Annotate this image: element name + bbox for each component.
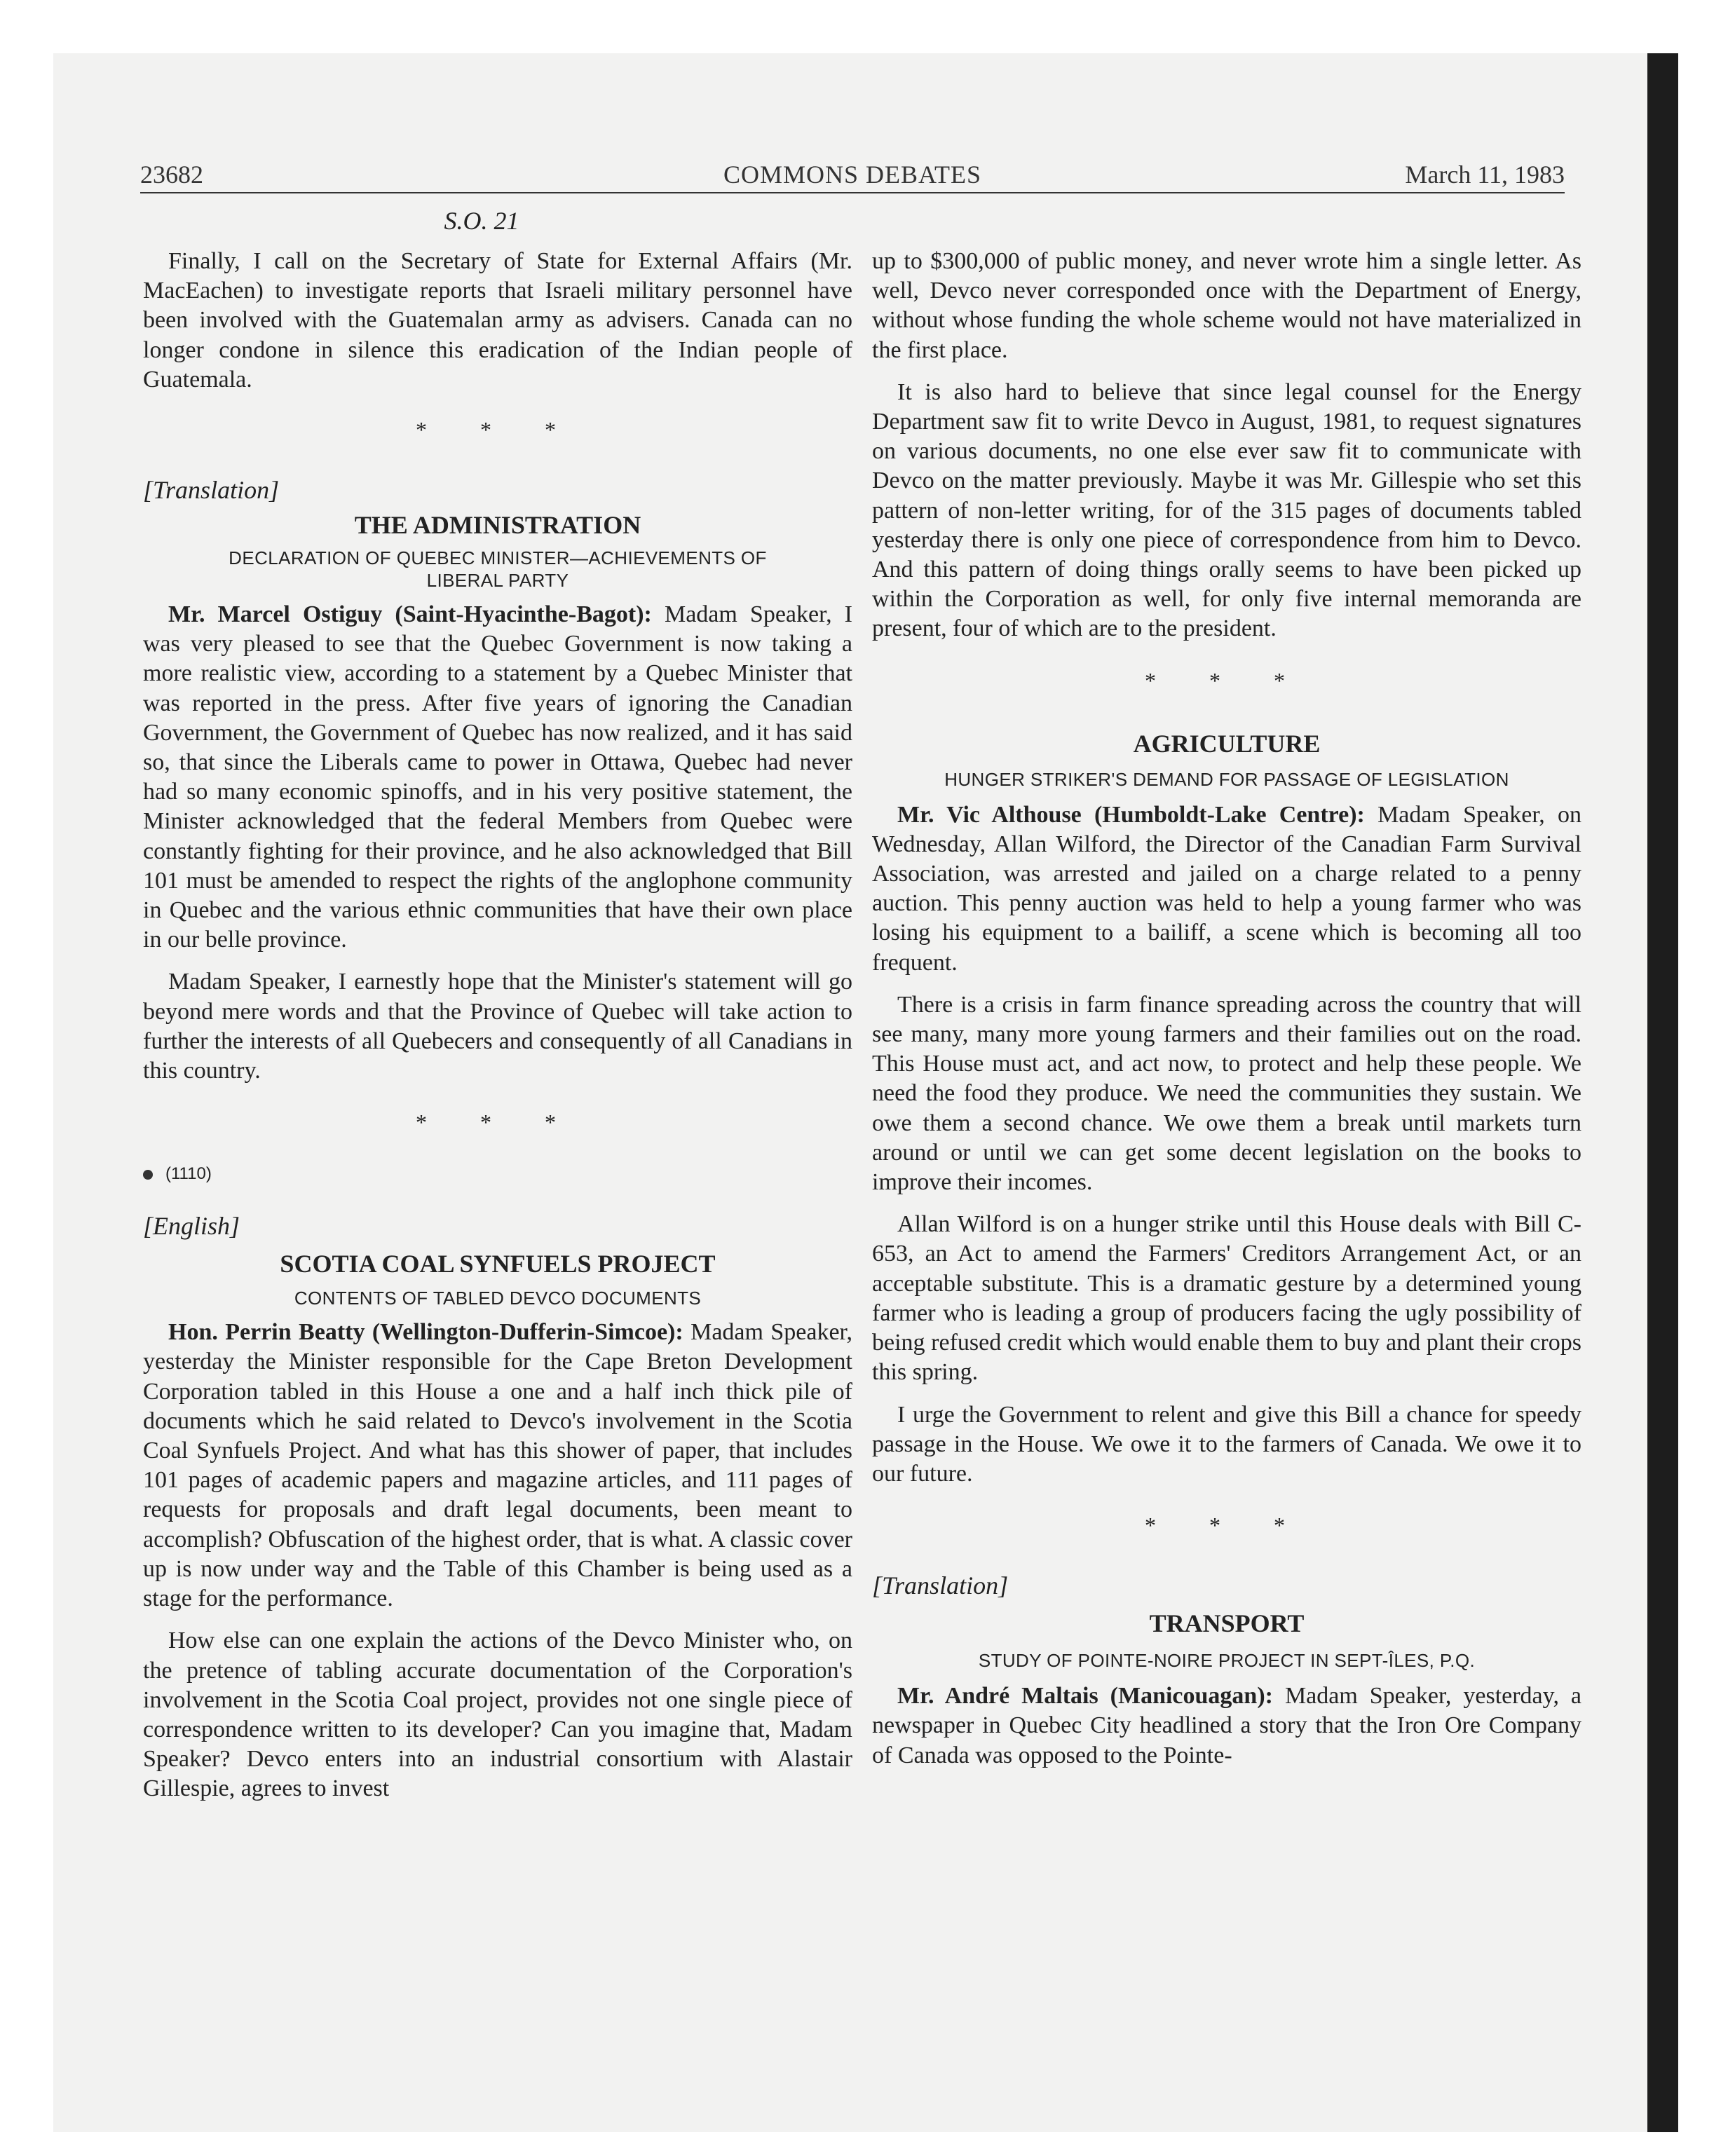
speech-paragraph	[872, 800, 1581, 978]
running-header	[140, 160, 1565, 193]
section-separator: * * *	[1145, 667, 1309, 693]
subheading-line-2: LIBERAL PARTY	[426, 570, 569, 592]
paragraph-intro: Finally, I call on the Secretary of State for External Affairs (Mr. MacEachen) to investigate reports that Israeli military personnel have been involved with the Guatemalan army as advisers. Canada can no longer condone in silence this eradication of the Indian people of Guatemala.	[143, 248, 852, 393]
page-number: 23682	[140, 161, 203, 189]
section-heading: TRANSPORT	[1149, 1609, 1305, 1638]
section-heading: THE ADMINISTRATION	[354, 511, 641, 540]
speech-text: Madam Speaker, I was very pleased to see that the Quebec Government is now taking a more realistic view, according to a statement by a Quebec Minister that was reported in the press. After five years of ignoring the Canadian Government, the Government of Quebec has now realized, and it has said so, that since the Liberals came to power in Ottawa, Quebec had never had so many economic spinoffs, and in his very positive statement, the Minister acknowledged that the federal Members from Quebec were constantly fighting for their province, and he also acknowledged that Bill 101 must be amended to respect the rights of the anglophone community in Quebec and the various ethnic communities that have their own place in our belle province.	[143, 601, 853, 953]
speech-paragraph: Madam Speaker, I earnestly hope that the Minister's statement will go beyond mere words and that the Province of Quebec will take action to further the interests of all Quebecers and consequently of all Canadians in this country.	[143, 969, 852, 1084]
speech-text: Madam Speaker, on Wednesday, Allan Wilford, the Director of the Canadian Farm Survival Association, was arrested and jailed on a charge related to a penny auction. This penny auction was held to help a young farmer who was losing his equipment to a bailiff, a scene which is becoming all too frequent.	[872, 801, 1581, 976]
section-subheading: CONTENTS OF TABLED DEVCO DOCUMENTS	[294, 1288, 702, 1309]
speaker-name: Mr. André Maltais (Manicouagan):	[897, 1683, 1273, 1710]
speech-paragraph: It is also hard to believe that since legal counsel for the Energy Department saw fit to write Devco in August, 1981, to request signatures on various documents, no one else ever saw fit to communicate with Devco on the matter previously. Maybe it was Mr. Gillespie who set this pattern of non-letter writing, for of the 315 pages of documents tabled yesterday there is only one piece of correspondence from him to Devco. And this pattern of doing things orally seems to have been picked up within the Corporation as well, for only five internal memoranda are present, four of which are to the president.	[872, 378, 1581, 642]
speech-paragraph: Allan Wilford is on a hunger strike until this House deals with Bill C-653, an Act to amend the Farmers' Creditors Arrangement Act, or an acceptable substitute. This is a dramatic gesture by a determined young farmer who is leading a group of producers facing the ugly possibility of being refused credit which would enable them to buy and plant their crops this spring.	[872, 1211, 1581, 1386]
speech-text: Madam Speaker, yesterday the Minister responsible for the Cape Breton Development Corporation tabled in this House a one and a half inch thick pile of documents which he said related to Devco's involvement in the Scotia Coal Synfuels Project. And what has this shower of paper, that includes 101 pages of academic papers and magazine articles, and 111 pages of requests for proposals and draft legal documents, been meant to accomplish? Obfuscation of the highest order, that is what. A classic cover up is now under way and the Table of this Chamber is being used as a stage for the performance.	[143, 1319, 852, 1612]
left-column	[143, 247, 852, 1817]
language-tag: [English]	[143, 1212, 240, 1241]
bullet-icon	[143, 1170, 153, 1180]
time-text: (1110)	[165, 1164, 212, 1184]
language-tag: [Translation]	[143, 476, 280, 505]
section-separator: * * *	[1145, 1513, 1309, 1538]
section-subheading	[143, 547, 852, 592]
sitting-date: March 11, 1983	[1405, 161, 1565, 189]
speaker-name: Mr. Marcel Ostiguy (Saint-Hyacinthe-Bagot):	[168, 601, 652, 628]
speech-paragraph	[872, 1681, 1581, 1770]
speaker-name: Mr. Vic Althouse (Humboldt-Lake Centre):	[897, 801, 1365, 828]
speech-paragraph: I urge the Government to relent and give this Bill a chance for speedy passage in the House. We owe it to the farmers of Canada. We owe it to our future.	[872, 1401, 1581, 1487]
speech-paragraph	[143, 1318, 852, 1613]
speaker-name: Hon. Perrin Beatty (Wellington-Dufferin-Simcoe):	[168, 1319, 683, 1346]
speech-paragraph: How else can one explain the actions of the Devco Minister who, on the pretence of tabling accurate documentation of the Corporation's involvement in the Scotia Coal project, provides not one single piece of correspondence written to its developer? Can you imagine that, Madam Speaker? Devco enters into an industrial consortium with Alastair Gillespie, agrees to invest	[143, 1628, 852, 1802]
section-separator: * * *	[416, 1110, 580, 1135]
language-tag: [Translation]	[872, 1571, 1009, 1600]
section-separator: * * *	[416, 417, 580, 443]
right-column	[872, 247, 1581, 1783]
speech-paragraph	[143, 600, 852, 955]
section-heading: SCOTIA COAL SYNFUELS PROJECT	[280, 1250, 716, 1278]
subheading-line-1: DECLARATION OF QUEBEC MINISTER—ACHIEVEMENTS OF	[229, 547, 767, 569]
speech-paragraph: There is a crisis in farm finance spreading across the country that will see many, many more young farmers and their families out on the road. This House must act, and act now, to protect and help these people. We need the food they produce. We need the communities they sustain. We owe them a second chance. We owe them a break until markets turn around or until we can get some decent legislation on the books to improve their incomes.	[872, 991, 1581, 1196]
section-heading: AGRICULTURE	[1133, 729, 1321, 758]
time-stamp	[143, 1164, 852, 1185]
publication-title: COMMONS DEBATES	[723, 161, 982, 189]
section-subheading: STUDY OF POINTE-NOIRE PROJECT IN SEPT-ÎLES, P.Q.	[978, 1650, 1476, 1672]
scan-edge	[1647, 53, 1678, 2132]
standing-order-label: S.O. 21	[444, 207, 519, 235]
speech-text: Madam Speaker, yesterday, a newspaper in Quebec City headlined a story that the Iron Ore Company of Canada was opposed to the Pointe-	[872, 1683, 1581, 1768]
continued-paragraph: up to $300,000 of public money, and never wrote him a single letter. As well, Devco never corresponded once with the Department of Energy, without whose funding the whole scheme would not have materialized in the first place.	[872, 248, 1581, 363]
section-subheading: HUNGER STRIKER'S DEMAND FOR PASSAGE OF LEGISLATION	[944, 768, 1509, 790]
